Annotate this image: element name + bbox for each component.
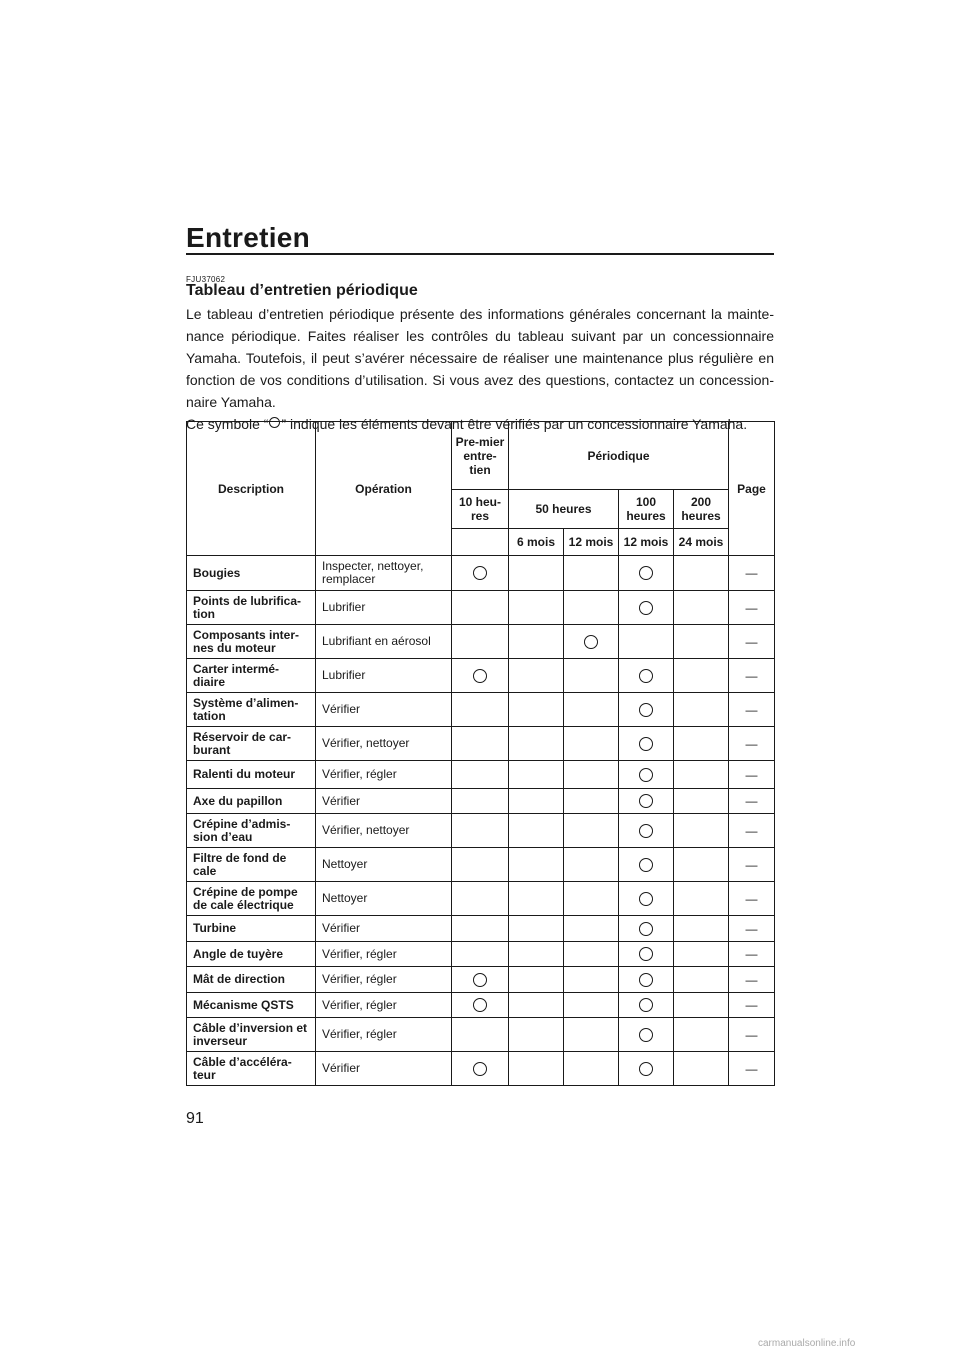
row-mark-cell — [564, 625, 619, 659]
row-mark-cell — [452, 848, 509, 882]
row-description: Câble d’inversion et inverseur — [187, 1018, 316, 1052]
row-mark-cell — [674, 967, 729, 993]
row-mark-cell — [674, 761, 729, 789]
table-row — [187, 967, 775, 993]
row-mark-cell — [674, 916, 729, 942]
row-mark-cell — [509, 916, 564, 942]
row-mark-cell — [452, 727, 509, 761]
check-circle-icon — [639, 922, 653, 936]
row-mark-cell — [509, 727, 564, 761]
table-row — [187, 625, 775, 659]
table-row — [187, 916, 775, 942]
row-mark-cell — [452, 1052, 509, 1086]
intro-paragraph: Le tableau d’entretien périodique présente des informations générales concernant la mainte-nance périodique. Faites réaliser les contrôles du tableau suivant par un concessionnaire Yamaha. Toutefois, il peut s’avérer nécessaire de réaliser une maintenance plus régulière en fonction de vos conditions d’utilisation. Si vous avez des questions, contactez un concession-naire Yamaha. — [186, 306, 774, 410]
row-mark-cell — [509, 1018, 564, 1052]
page-title: Entretien — [186, 222, 311, 253]
row-page: — — [729, 625, 775, 659]
row-mark-cell — [619, 727, 674, 761]
maintenance-table — [186, 421, 775, 1086]
row-mark-cell — [619, 789, 674, 814]
row-operation: Vérifier — [316, 693, 452, 727]
table-row — [187, 1052, 775, 1086]
row-operation: Lubrifiant en aérosol — [316, 625, 452, 659]
row-description: Axe du papillon — [187, 789, 316, 814]
header-100h: 100 heures — [619, 490, 674, 529]
table-body — [187, 556, 775, 1086]
row-mark-cell — [674, 1018, 729, 1052]
row-mark-cell — [452, 761, 509, 789]
row-description: Points de lubrifica-tion — [187, 591, 316, 625]
row-mark-cell — [674, 659, 729, 693]
check-circle-icon — [639, 947, 653, 961]
table-row — [187, 993, 775, 1018]
row-operation: Vérifier, régler — [316, 967, 452, 993]
row-description: Angle de tuyère — [187, 942, 316, 967]
row-mark-cell — [564, 848, 619, 882]
row-mark-cell — [564, 556, 619, 591]
row-mark-cell — [452, 789, 509, 814]
check-circle-icon — [639, 998, 653, 1012]
row-page: — — [729, 882, 775, 916]
symbol-note-before: Ce symbole “ — [186, 416, 269, 432]
row-mark-cell — [509, 625, 564, 659]
row-operation: Vérifier — [316, 916, 452, 942]
row-mark-cell — [619, 761, 674, 789]
row-page: — — [729, 659, 775, 693]
row-mark-cell — [619, 556, 674, 591]
row-mark-cell — [564, 591, 619, 625]
row-mark-cell — [452, 1018, 509, 1052]
row-mark-cell — [619, 848, 674, 882]
row-mark-cell — [674, 993, 729, 1018]
row-operation: Vérifier, régler — [316, 761, 452, 789]
row-mark-cell — [619, 993, 674, 1018]
row-mark-cell — [452, 942, 509, 967]
row-mark-cell — [619, 882, 674, 916]
row-page: — — [729, 942, 775, 967]
table-row — [187, 882, 775, 916]
check-circle-icon — [639, 601, 653, 615]
header-12m-a: 12 mois — [564, 529, 619, 556]
row-mark-cell — [452, 814, 509, 848]
row-page: — — [729, 916, 775, 942]
title-divider — [186, 253, 774, 255]
check-circle-icon — [639, 1028, 653, 1042]
header-page: Page — [729, 422, 775, 556]
header-description: Description — [187, 422, 316, 556]
row-mark-cell — [619, 916, 674, 942]
row-mark-cell — [564, 1018, 619, 1052]
table-row — [187, 942, 775, 967]
check-circle-icon — [639, 1062, 653, 1076]
row-page: — — [729, 814, 775, 848]
row-mark-cell — [509, 1052, 564, 1086]
row-mark-cell — [564, 727, 619, 761]
check-circle-icon — [639, 858, 653, 872]
row-description: Carter intermé-diaire — [187, 659, 316, 693]
check-circle-icon — [473, 973, 487, 987]
table-row — [187, 659, 775, 693]
check-circle-icon — [473, 1062, 487, 1076]
row-mark-cell — [674, 727, 729, 761]
row-description: Bougies — [187, 556, 316, 591]
row-mark-cell — [564, 916, 619, 942]
header-10h: 10 heu-res — [452, 490, 509, 529]
row-operation: Vérifier — [316, 1052, 452, 1086]
row-operation: Lubrifier — [316, 591, 452, 625]
row-operation: Vérifier — [316, 789, 452, 814]
header-operation: Opération — [316, 422, 452, 556]
check-circle-icon — [473, 566, 487, 580]
row-page: — — [729, 789, 775, 814]
row-mark-cell — [452, 967, 509, 993]
row-operation: Vérifier, régler — [316, 1018, 452, 1052]
check-circle-icon — [639, 768, 653, 782]
header-200h: 200 heures — [674, 490, 729, 529]
row-mark-cell — [509, 882, 564, 916]
row-mark-cell — [509, 993, 564, 1018]
row-mark-cell — [452, 993, 509, 1018]
row-mark-cell — [674, 789, 729, 814]
row-operation: Nettoyer — [316, 882, 452, 916]
row-mark-cell — [452, 659, 509, 693]
row-page: — — [729, 967, 775, 993]
row-description: Turbine — [187, 916, 316, 942]
row-mark-cell — [564, 1052, 619, 1086]
table-row — [187, 761, 775, 789]
check-circle-icon — [639, 794, 653, 808]
intro-text — [186, 303, 774, 435]
check-circle-icon — [639, 566, 653, 580]
row-mark-cell — [452, 693, 509, 727]
check-circle-icon — [473, 669, 487, 683]
table-row — [187, 556, 775, 591]
row-operation: Vérifier, nettoyer — [316, 727, 452, 761]
row-mark-cell — [619, 591, 674, 625]
check-circle-icon — [639, 669, 653, 683]
row-mark-cell — [619, 1018, 674, 1052]
row-page: — — [729, 848, 775, 882]
row-mark-cell — [619, 625, 674, 659]
symbol-note-after: ” indique les éléments devant être vérifiés par un concessionnaire Yamaha. — [281, 416, 748, 432]
row-mark-cell — [564, 814, 619, 848]
row-mark-cell — [509, 761, 564, 789]
row-mark-cell — [452, 556, 509, 591]
watermark-text: carmanualsonline.info — [758, 1338, 856, 1349]
row-description: Système d’alimen-tation — [187, 693, 316, 727]
row-mark-cell — [619, 942, 674, 967]
row-mark-cell — [674, 942, 729, 967]
row-mark-cell — [674, 625, 729, 659]
row-operation: Nettoyer — [316, 848, 452, 882]
row-page: — — [729, 993, 775, 1018]
row-mark-cell — [674, 556, 729, 591]
row-operation: Vérifier, régler — [316, 942, 452, 967]
row-mark-cell — [509, 967, 564, 993]
row-operation: Vérifier, nettoyer — [316, 814, 452, 848]
row-mark-cell — [564, 789, 619, 814]
row-mark-cell — [674, 1052, 729, 1086]
row-mark-cell — [674, 591, 729, 625]
table-row — [187, 1018, 775, 1052]
header-12m-b: 12 mois — [619, 529, 674, 556]
row-description: Câble d’accéléra-teur — [187, 1052, 316, 1086]
row-page: — — [729, 693, 775, 727]
row-description: Réservoir de car-burant — [187, 727, 316, 761]
row-mark-cell — [509, 693, 564, 727]
row-mark-cell — [619, 659, 674, 693]
page-number: 91 — [186, 1110, 204, 1127]
row-mark-cell — [674, 882, 729, 916]
row-mark-cell — [619, 693, 674, 727]
row-description: Filtre de fond de cale — [187, 848, 316, 882]
row-mark-cell — [509, 556, 564, 591]
row-mark-cell — [674, 693, 729, 727]
row-mark-cell — [619, 1052, 674, 1086]
row-description: Ralenti du moteur — [187, 761, 316, 789]
row-mark-cell — [509, 942, 564, 967]
header-first-service: Pre-mier entre-tien — [452, 422, 509, 490]
check-circle-icon — [639, 824, 653, 838]
row-mark-cell — [452, 625, 509, 659]
row-operation: Lubrifier — [316, 659, 452, 693]
row-mark-cell — [564, 693, 619, 727]
check-circle-icon — [584, 635, 598, 649]
row-mark-cell — [509, 848, 564, 882]
row-mark-cell — [564, 659, 619, 693]
row-mark-cell — [509, 659, 564, 693]
section-code: FJU37062 — [186, 275, 226, 284]
row-operation: Inspecter, nettoyer, remplacer — [316, 556, 452, 591]
row-mark-cell — [564, 993, 619, 1018]
check-circle-icon — [639, 737, 653, 751]
check-circle-icon — [639, 973, 653, 987]
row-mark-cell — [564, 761, 619, 789]
row-mark-cell — [564, 942, 619, 967]
row-page: — — [729, 761, 775, 789]
row-mark-cell — [674, 814, 729, 848]
row-mark-cell — [509, 591, 564, 625]
row-page: — — [729, 556, 775, 591]
header-periodic: Périodique — [509, 422, 729, 490]
table-row — [187, 727, 775, 761]
row-mark-cell — [452, 882, 509, 916]
table-row — [187, 814, 775, 848]
table-row — [187, 693, 775, 727]
header-24m: 24 mois — [674, 529, 729, 556]
row-description: Mécanisme QSTS — [187, 993, 316, 1018]
row-page: — — [729, 1052, 775, 1086]
table-row — [187, 848, 775, 882]
table-row — [187, 591, 775, 625]
check-circle-icon — [473, 998, 487, 1012]
row-page: — — [729, 727, 775, 761]
row-mark-cell — [619, 967, 674, 993]
row-mark-cell — [452, 916, 509, 942]
row-mark-cell — [452, 591, 509, 625]
row-mark-cell — [509, 814, 564, 848]
row-description: Mât de direction — [187, 967, 316, 993]
check-circle-icon — [639, 703, 653, 717]
section-heading: Tableau d’entretien périodique — [186, 282, 418, 299]
header-blank — [452, 529, 509, 556]
row-page: — — [729, 1018, 775, 1052]
header-6m: 6 mois — [509, 529, 564, 556]
row-page: — — [729, 591, 775, 625]
row-mark-cell — [619, 814, 674, 848]
header-50h: 50 heures — [509, 490, 619, 529]
row-mark-cell — [564, 882, 619, 916]
check-circle-icon — [639, 892, 653, 906]
row-description: Crépine de pompe de cale électrique — [187, 882, 316, 916]
row-mark-cell — [564, 967, 619, 993]
row-description: Crépine d’admis-sion d’eau — [187, 814, 316, 848]
row-description: Composants inter-nes du moteur — [187, 625, 316, 659]
row-operation: Vérifier, régler — [316, 993, 452, 1018]
row-mark-cell — [674, 848, 729, 882]
table-row — [187, 789, 775, 814]
row-mark-cell — [509, 789, 564, 814]
